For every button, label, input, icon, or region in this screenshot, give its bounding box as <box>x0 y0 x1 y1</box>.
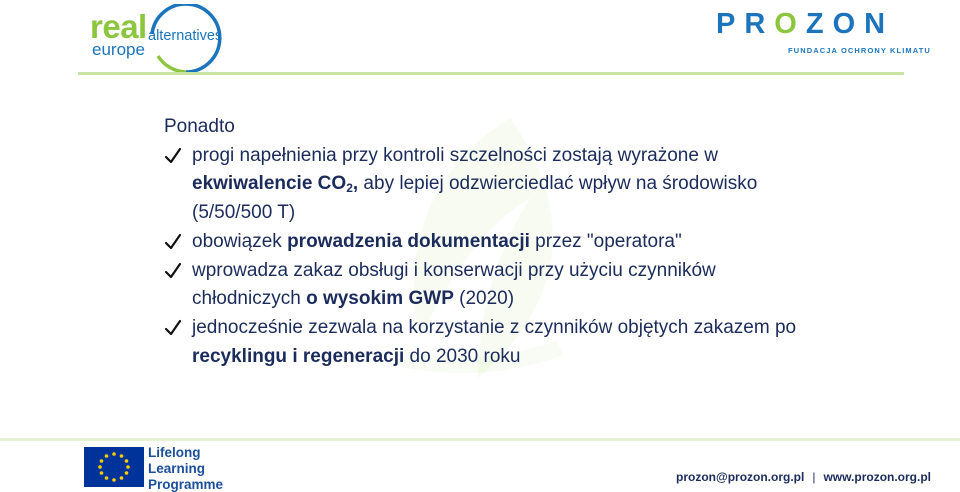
real-alternatives-logo <box>84 4 234 74</box>
checkmark-icon <box>164 257 182 285</box>
footer-website[interactable]: www.prozon.org.pl <box>823 470 932 484</box>
checkmark-icon <box>164 314 182 342</box>
intro-text: Ponadto <box>164 116 235 137</box>
bullet-1-subscript: 2 <box>346 181 353 196</box>
footer-email[interactable]: prozon@prozon.org.pl <box>676 470 805 484</box>
bullet-item-4 <box>164 314 804 371</box>
bullet-4-bold: recyklingu i regeneracji <box>192 345 405 367</box>
bullet-3-bold: o wysokim GWP <box>306 288 454 310</box>
bullet-1-text-end: aby lepiej odzwierciedlać wpływ na środowisko (5/50/500 T) <box>192 173 758 224</box>
prozon-o-letter: O <box>774 8 806 40</box>
bullet-4-text: jednocześnie zezwala na korzystanie z czynników objętych zakazem po <box>192 316 797 338</box>
logo-word-europe: europe <box>92 40 145 59</box>
bullet-3-text: wprowadza zakaz obsługi i konserwacji przy użyciu czynników chłodniczych <box>192 259 716 310</box>
logo-word-real: real <box>90 8 147 45</box>
checkmark-icon <box>164 142 182 170</box>
bullet-1-comma: , <box>352 173 359 195</box>
checkmark-icon <box>164 228 182 256</box>
prozon-subtitle: FUNDACJA OCHRONY KLIMATU <box>788 46 931 55</box>
bullet-2-bold: prowadzenia dokumentacji <box>287 230 530 252</box>
slide-content <box>164 113 804 371</box>
bullet-item-1 <box>164 142 804 228</box>
bullet-4-text-end: do 2030 roku <box>404 345 521 367</box>
llp-line-3: Programme <box>148 477 224 492</box>
lifelong-learning-programme-label <box>148 445 223 492</box>
bullet-3-text-end: (2020) <box>453 288 515 310</box>
prozon-wordmark: PROZON <box>716 8 895 40</box>
header-divider <box>78 72 904 75</box>
bullet-2-text-end: przez "operatora" <box>529 230 682 252</box>
bullet-item-2 <box>164 228 804 257</box>
bullet-1-text: progi napełnienia przy kontroli szczelności zostają wyrażone w <box>192 144 718 166</box>
logo-word-alternatives: alternatives <box>148 28 223 44</box>
footer-contact <box>676 470 931 484</box>
footer-divider <box>0 438 960 441</box>
llp-line-2: Learning <box>148 461 206 476</box>
bullet-1-bold: ekwiwalencie CO <box>192 173 347 195</box>
eu-flag-icon <box>84 447 144 487</box>
bullet-item-3 <box>164 257 804 314</box>
footer-separator: | <box>812 470 816 484</box>
bullet-2-text: obowiązek <box>192 230 288 252</box>
prozon-logo <box>712 8 931 60</box>
llp-line-1: Lifelong <box>148 445 201 460</box>
